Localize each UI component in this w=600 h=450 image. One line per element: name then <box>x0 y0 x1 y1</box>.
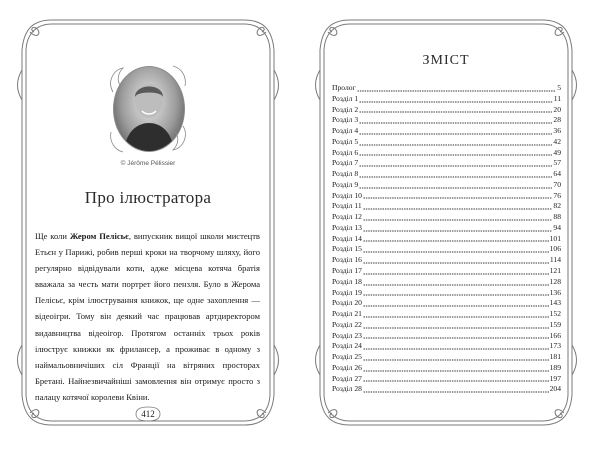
toc-dot-leader <box>363 364 549 372</box>
toc-dot-leader <box>359 116 552 124</box>
toc-entry-label: Розділ 23 <box>332 330 362 340</box>
toc-entry[interactable] <box>332 126 561 137</box>
toc-entry[interactable] <box>332 115 561 126</box>
toc-entry[interactable] <box>332 83 561 94</box>
toc-dot-leader <box>363 245 549 253</box>
illustrator-bio <box>35 228 260 405</box>
toc-entry[interactable] <box>332 158 561 169</box>
toc-entry[interactable] <box>332 384 561 395</box>
toc-entry-page: 166 <box>549 330 561 340</box>
toc-dot-leader <box>359 181 552 189</box>
toc-dot-leader <box>363 224 552 232</box>
toc-entry-page: 28 <box>553 115 561 125</box>
toc-entry-page: 11 <box>553 93 561 103</box>
toc-entry-label: Розділ 2 <box>332 104 359 114</box>
toc-dot-leader <box>359 138 552 146</box>
toc-entry-label: Розділ 18 <box>332 276 362 286</box>
toc-entry[interactable] <box>332 105 561 116</box>
toc-dot-leader <box>359 95 553 103</box>
toc-entry-page: 36 <box>553 126 561 136</box>
toc-dot-leader <box>363 342 549 350</box>
toc-dot-leader <box>363 202 553 210</box>
toc-entry-label: Розділ 5 <box>332 136 359 146</box>
toc-entry-label: Розділ 3 <box>332 115 359 125</box>
toc-entry[interactable] <box>332 234 561 245</box>
toc-entry-page: 189 <box>549 362 561 372</box>
toc-dot-leader <box>363 267 549 275</box>
toc-entry-page: 143 <box>549 298 561 308</box>
page-heading: Про ілюстратора <box>84 188 212 207</box>
toc-entry[interactable] <box>332 169 561 180</box>
toc-entry-label: Розділ 27 <box>332 373 362 383</box>
toc-entry[interactable] <box>332 191 561 202</box>
toc-entry-page: 82 <box>553 201 561 211</box>
toc-dot-leader <box>363 310 549 318</box>
toc-entry[interactable] <box>332 244 561 255</box>
toc-entry-label: Розділ 7 <box>332 158 359 168</box>
toc-entry-label: Розділ 28 <box>332 384 362 394</box>
toc-entry[interactable] <box>332 320 561 331</box>
illustrator-name: Жером Пелісьє <box>69 231 129 241</box>
toc-dot-leader <box>363 353 549 361</box>
toc-entry[interactable] <box>332 180 561 191</box>
toc-entry-label: Розділ 13 <box>332 222 362 232</box>
toc-entry-label: Розділ 1 <box>332 93 359 103</box>
page-number <box>132 406 164 422</box>
bio-text: , випускник вищої школи мистецтв Етьєн у Парижі, робив перші кроки на творчому шляху, його регулярно відвідували коти, адже місцева котяча братія вважала за честь мати портрет його пензля. Було в Жерома Пелісьє, крім ілюстрування книжок, ще одне захоплення — відеоігри. Тому він деякий час працював артдиректором видавництва відеоігор. Протягом останніх трьох років ілюструє книжки як фрилансер, а проживає в одному з наймальовничіших сіл Франції на вітряних просторах Бретані. Найнезвичайніші замовлення він отримує просто з палацу котячої королеви Квіни. <box>35 231 260 402</box>
toc-entry[interactable] <box>332 341 561 352</box>
toc-entry-label: Розділ 15 <box>332 244 362 254</box>
toc-dot-leader <box>363 234 549 242</box>
toc-dot-leader <box>363 385 549 393</box>
toc-entry-page: 114 <box>549 255 561 265</box>
toc-dot-leader <box>363 374 549 382</box>
toc-dot-leader <box>363 213 552 221</box>
toc-dot-leader <box>359 148 552 156</box>
toc-entry[interactable] <box>332 223 561 234</box>
toc-entry[interactable] <box>332 94 561 105</box>
toc-entry-page: 181 <box>549 352 561 362</box>
toc-entry-page: 88 <box>553 212 561 222</box>
toc-dot-leader <box>363 278 549 286</box>
toc-entry-page: 49 <box>553 147 561 157</box>
toc-dot-leader <box>363 288 549 296</box>
toc-entry-page: 204 <box>549 384 561 394</box>
toc-title: ЗМІСТ <box>422 53 470 68</box>
toc-entry-label: Розділ 19 <box>332 287 362 297</box>
toc-dot-leader <box>359 105 552 113</box>
toc-entry-label: Розділ 6 <box>332 147 359 157</box>
toc-entry-page: 101 <box>549 233 561 243</box>
toc-dot-leader <box>363 321 549 329</box>
toc-entry-page: 5 <box>557 83 561 92</box>
toc-dot-leader <box>359 170 552 178</box>
toc-entry[interactable] <box>332 201 561 212</box>
toc-entry-label: Розділ 17 <box>332 266 362 276</box>
toc-entry-page: 42 <box>553 136 561 146</box>
toc-entry-page: 136 <box>549 287 561 297</box>
toc-entry-page: 106 <box>549 244 561 254</box>
toc-entry[interactable] <box>332 255 561 266</box>
bio-intro: Ще коли <box>35 231 70 241</box>
toc-entry[interactable] <box>332 352 561 363</box>
toc-entry-page: 94 <box>553 222 561 232</box>
toc-entry-label: Розділ 22 <box>332 319 362 329</box>
photo-caption: © Jérôme Pélissier <box>120 160 176 167</box>
toc-entry-label: Розділ 25 <box>332 352 362 362</box>
page-number-text: 412 <box>141 409 155 419</box>
toc-entry-page: 20 <box>553 104 561 114</box>
illustrator-portrait <box>107 62 189 156</box>
toc-dot-leader <box>363 331 549 339</box>
toc-entry-label: Пролог <box>332 83 356 92</box>
toc-entry-page: 173 <box>549 341 561 351</box>
toc-entry[interactable] <box>332 288 561 299</box>
toc-entry-page: 76 <box>553 190 561 200</box>
toc-entry-label: Розділ 4 <box>332 126 359 136</box>
toc-entry-label: Розділ 11 <box>332 201 362 211</box>
toc-entry-page: 70 <box>553 179 561 189</box>
toc-entry-label: Розділ 9 <box>332 179 359 189</box>
toc-dot-leader <box>357 84 557 92</box>
toc-dot-leader <box>359 159 552 167</box>
toc-entry-label: Розділ 16 <box>332 255 362 265</box>
table-of-contents <box>332 83 561 395</box>
toc-entry-label: Розділ 26 <box>332 362 362 372</box>
toc-entry-label: Розділ 21 <box>332 309 362 319</box>
toc-entry[interactable] <box>332 137 561 148</box>
toc-entry-label: Розділ 8 <box>332 169 359 179</box>
toc-entry-page: 57 <box>553 158 561 168</box>
toc-entry[interactable] <box>332 212 561 223</box>
toc-entry-page: 121 <box>549 266 561 276</box>
toc-entry[interactable] <box>332 277 561 288</box>
toc-dot-leader <box>359 127 552 135</box>
toc-entry-page: 159 <box>549 319 561 329</box>
toc-entry-label: Розділ 12 <box>332 212 362 222</box>
toc-entry-page: 128 <box>549 276 561 286</box>
toc-entry-page: 152 <box>549 309 561 319</box>
toc-dot-leader <box>363 191 552 199</box>
toc-entry[interactable] <box>332 363 561 374</box>
toc-entry-page: 197 <box>549 373 561 383</box>
toc-entry-label: Розділ 24 <box>332 341 362 351</box>
toc-entry-label: Розділ 10 <box>332 190 362 200</box>
right-page <box>310 10 582 435</box>
toc-entry[interactable] <box>332 298 561 309</box>
portrait-ornament <box>107 62 189 156</box>
toc-entry-label: Розділ 20 <box>332 298 362 308</box>
toc-entry[interactable] <box>332 148 561 159</box>
toc-dot-leader <box>363 299 549 307</box>
toc-entry[interactable] <box>332 266 561 277</box>
toc-entry[interactable] <box>332 309 561 320</box>
toc-entry-page: 64 <box>553 169 561 179</box>
toc-entry[interactable] <box>332 331 561 342</box>
toc-dot-leader <box>363 256 549 264</box>
toc-entry-label: Розділ 14 <box>332 233 362 243</box>
toc-entry[interactable] <box>332 374 561 385</box>
left-page <box>12 10 284 435</box>
